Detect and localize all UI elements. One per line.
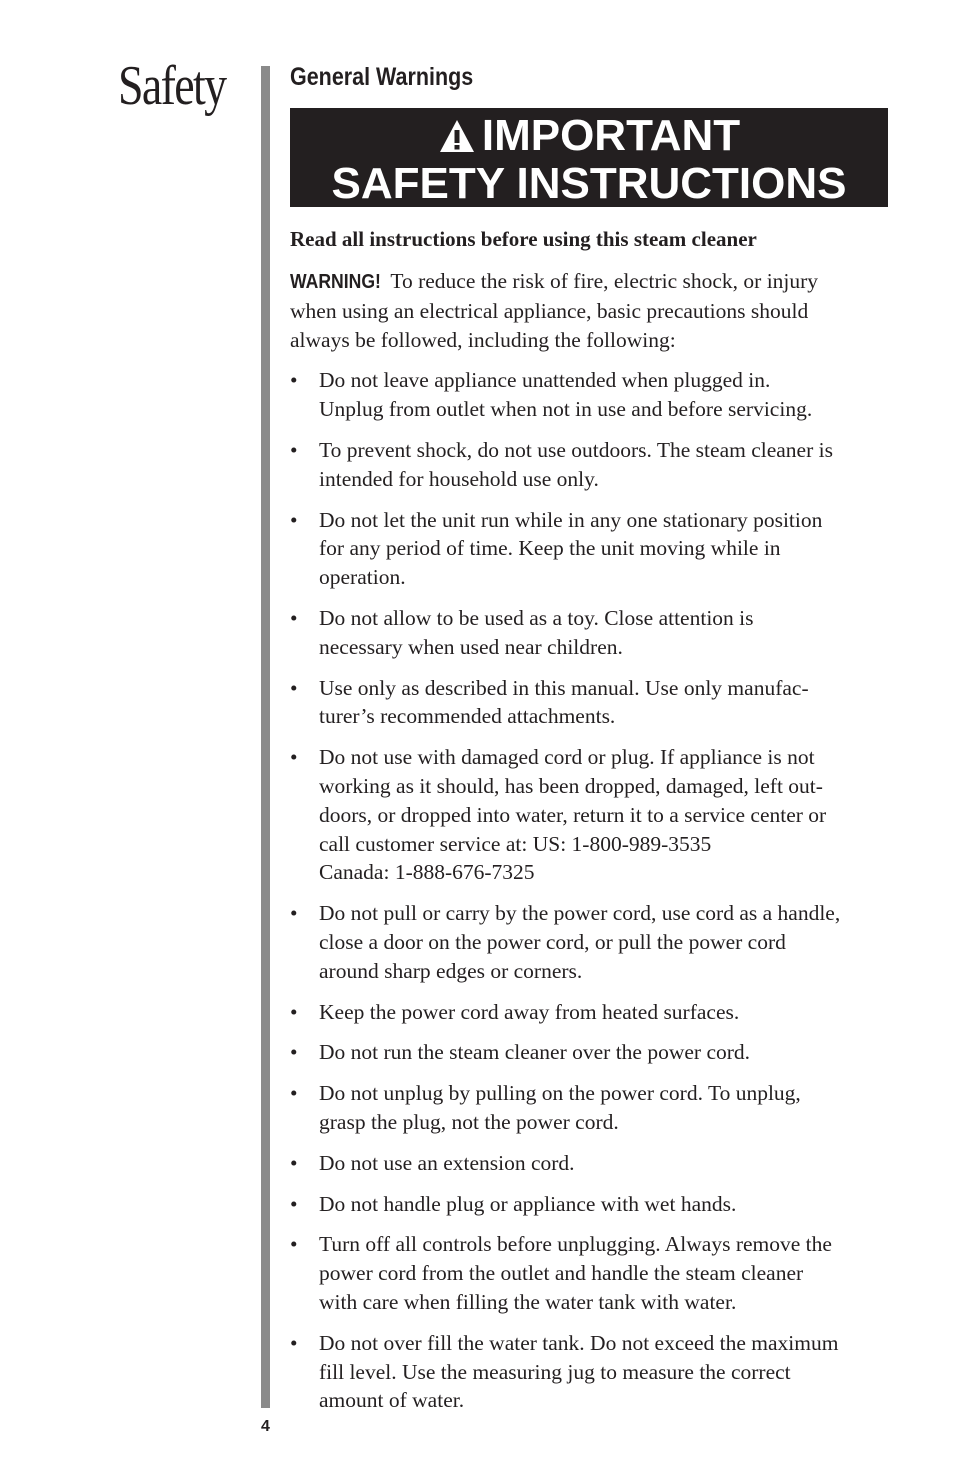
section-title: Safety [118,55,226,117]
instruction-text: Do not run the steam cleaner over the power cord. [319,1040,751,1065]
warning-paragraph [290,267,895,354]
bullet-icon: • [290,745,298,770]
bullet-icon: • [290,1040,298,1065]
banner-title-2: SAFETY INSTRUCTIONS [331,159,847,208]
bullet-icon: • [290,1191,298,1216]
bullet-icon: • [290,368,298,393]
warning-label: WARNING! [290,271,381,293]
bullet-icon: • [290,901,298,926]
instruction-text: Keep the power cord away from heated surfaces. [319,999,740,1024]
main-content [290,60,895,1427]
instruction-item [290,1149,895,1178]
instruction-text: Do not over fill the water tank. Do not exceed the maximum fill level. Use the measuring jug to measure the correct amount of water. [319,1330,839,1413]
instruction-item [290,436,895,494]
instruction-item [290,674,895,732]
vertical-rule [261,66,270,1408]
banner-title-1: IMPORTANT [481,111,741,160]
bullet-icon: • [290,605,298,630]
warning-text: To reduce the risk of fire, electric shock, or injury when using an electrical appliance, basic precautions should always be followed, including the following: [290,269,819,352]
bullet-icon: • [290,1330,298,1355]
instruction-item [290,1038,895,1067]
safety-banner [290,108,888,207]
instruction-text: Do not use an extension cord. [319,1150,575,1175]
instruction-text: Do not let the unit run while in any one stationary position for any period of time. Keep the unit moving while in operation. [319,507,823,590]
instruction-item [290,899,895,985]
instruction-item [290,1190,895,1219]
instruction-item [290,1230,895,1316]
instruction-item [290,998,895,1027]
instruction-text: Do not handle plug or appliance with wet hands. [319,1191,737,1216]
bullet-icon: • [290,1232,298,1257]
instruction-item [290,604,895,662]
instruction-item [290,743,895,887]
instruction-item [290,366,895,424]
bullet-icon: • [290,507,298,532]
instruction-text: Turn off all controls before unplugging. Always remove the power cord from the outlet and handle the steam cleaner with care when filling the water tank with water. [319,1232,832,1314]
bullet-icon: • [290,1150,298,1175]
instruction-item [290,1079,895,1137]
subhead: General Warnings [290,63,474,91]
instruction-text: Do not unplug by pulling on the power cord. To unplug, grasp the plug, not the power cord. [319,1081,801,1134]
instruction-text: To prevent shock, do not use outdoors. The steam cleaner is intended for household use only. [319,437,833,491]
lead-text: Read all instructions before using this steam cleaner [290,227,757,251]
instruction-text: Do not use with damaged cord or plug. If appliance is not working as it should, has been dropped, damaged, left out- doors, or dropped into water, return it to a service center or call customer service at: US: 1-800-989-3535 Canada: 1-888-676-7325 [319,745,827,885]
banner-line-1 [290,112,888,160]
bullet-icon: • [290,437,298,462]
instruction-text: Use only as described in this manual. Use only manufac- turer’s recommended attachments. [319,675,809,729]
warning-triangle-icon [438,118,476,154]
bullet-icon: • [290,1081,298,1106]
page-number: 4 [261,1418,270,1435]
instruction-item [290,506,895,592]
bullet-icon: • [290,999,298,1024]
instruction-text: Do not leave appliance unattended when plugged in. Unplug from outlet when not in use and before servicing. [319,368,813,422]
instruction-list [290,366,895,1415]
instruction-text: Do not allow to be used as a toy. Close attention is necessary when used near children. [319,605,754,659]
instruction-item [290,1329,895,1415]
instruction-text: Do not pull or carry by the power cord, use cord as a handle, close a door on the power cord, or pull the power cord around sharp edges or corners. [319,901,841,983]
bullet-icon: • [290,675,298,700]
